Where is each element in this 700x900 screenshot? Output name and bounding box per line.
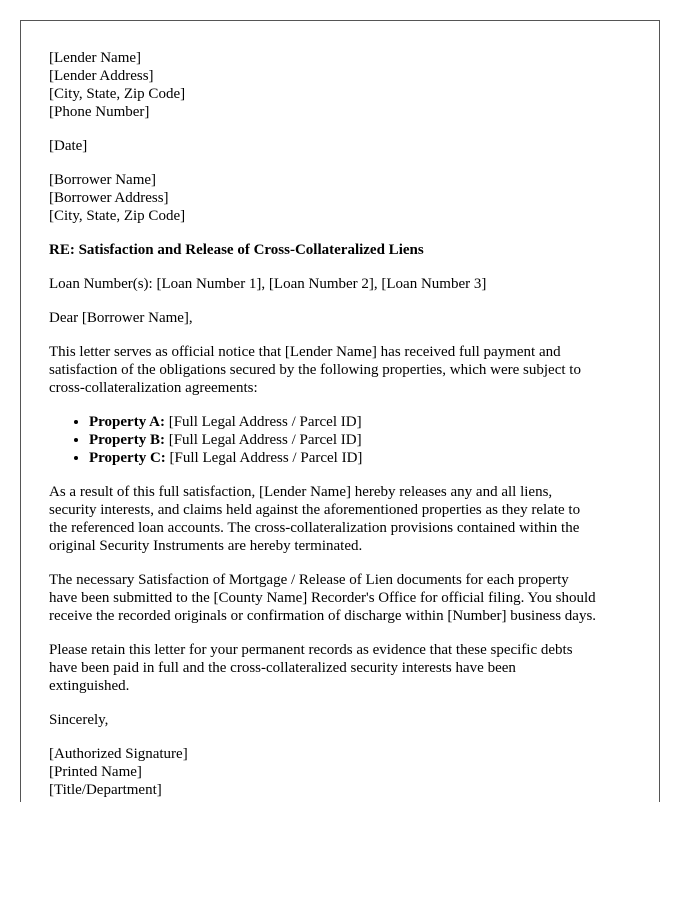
- retain-paragraph: [49, 641, 639, 695]
- paragraph-line: have been paid in full and the cross-collateralized security interests have been: [49, 660, 516, 676]
- borrower-name: [Borrower Name]: [49, 172, 157, 188]
- paragraph-line: This letter serves as official notice that [Lender Name] has received full payment and: [49, 344, 561, 360]
- property-list: [49, 413, 639, 467]
- paragraph-line: As a result of this full satisfaction, [Lender Name] hereby releases any and all liens,: [49, 484, 553, 500]
- property-value: [Full Legal Address / Parcel ID]: [164, 414, 362, 430]
- authorized-signature: [Authorized Signature]: [49, 746, 188, 762]
- filing-paragraph: [49, 571, 639, 625]
- loan-numbers: Loan Number(s): [Loan Number 1], [Loan Number 2], [Loan Number 3]: [49, 276, 487, 292]
- borrower-block: [49, 171, 639, 225]
- paragraph-line: extinguished.: [49, 678, 130, 694]
- property-label: Property A:: [89, 414, 165, 430]
- lender-phone: [Phone Number]: [49, 104, 150, 120]
- release-paragraph: [49, 483, 639, 555]
- lender-name: [Lender Name]: [49, 50, 142, 66]
- list-item: [89, 431, 639, 449]
- paragraph-line: Please retain this letter for your permanent records as evidence that these specific debts: [49, 642, 573, 658]
- letter-body: [49, 49, 639, 802]
- date-block: [49, 137, 639, 155]
- property-label: Property C:: [89, 450, 166, 466]
- subject-line: RE: Satisfaction and Release of Cross-Collateralized Liens: [49, 242, 424, 258]
- property-label: Property B:: [89, 432, 165, 448]
- closing: Sincerely,: [49, 712, 109, 728]
- paragraph-line: cross-collateralization agreements:: [49, 380, 258, 396]
- lender-block: [49, 49, 639, 121]
- list-item: [89, 413, 639, 431]
- paragraph-line: have been submitted to the [County Name] Recorder's Office for official filing. You should: [49, 590, 596, 606]
- lender-address: [Lender Address]: [49, 68, 154, 84]
- paragraph-line: the referenced loan accounts. The cross-collateralization provisions contained within the: [49, 520, 580, 536]
- signature-block: [49, 745, 639, 799]
- property-value: [Full Legal Address / Parcel ID]: [165, 450, 363, 466]
- salutation: Dear [Borrower Name],: [49, 310, 193, 326]
- printed-name: [Printed Name]: [49, 764, 142, 780]
- title-department: [Title/Department]: [49, 782, 162, 798]
- paragraph-line: receive the recorded originals or confirmation of discharge within [Number] business days.: [49, 608, 597, 624]
- paragraph-line: The necessary Satisfaction of Mortgage / Release of Lien documents for each property: [49, 572, 569, 588]
- borrower-city-state-zip: [City, State, Zip Code]: [49, 208, 186, 224]
- borrower-address: [Borrower Address]: [49, 190, 169, 206]
- paragraph-line: security interests, and claims held against the aforementioned properties as they relate to: [49, 502, 581, 518]
- paragraph-line: satisfaction of the obligations secured by the following properties, which were subject to: [49, 362, 581, 378]
- letter-page: [20, 20, 660, 802]
- property-value: [Full Legal Address / Parcel ID]: [164, 432, 362, 448]
- letter-date: [Date]: [49, 138, 88, 154]
- intro-paragraph: [49, 343, 639, 397]
- list-item: [89, 449, 639, 467]
- lender-city-state-zip: [City, State, Zip Code]: [49, 86, 186, 102]
- paragraph-line: original Security Instruments are hereby terminated.: [49, 538, 363, 554]
